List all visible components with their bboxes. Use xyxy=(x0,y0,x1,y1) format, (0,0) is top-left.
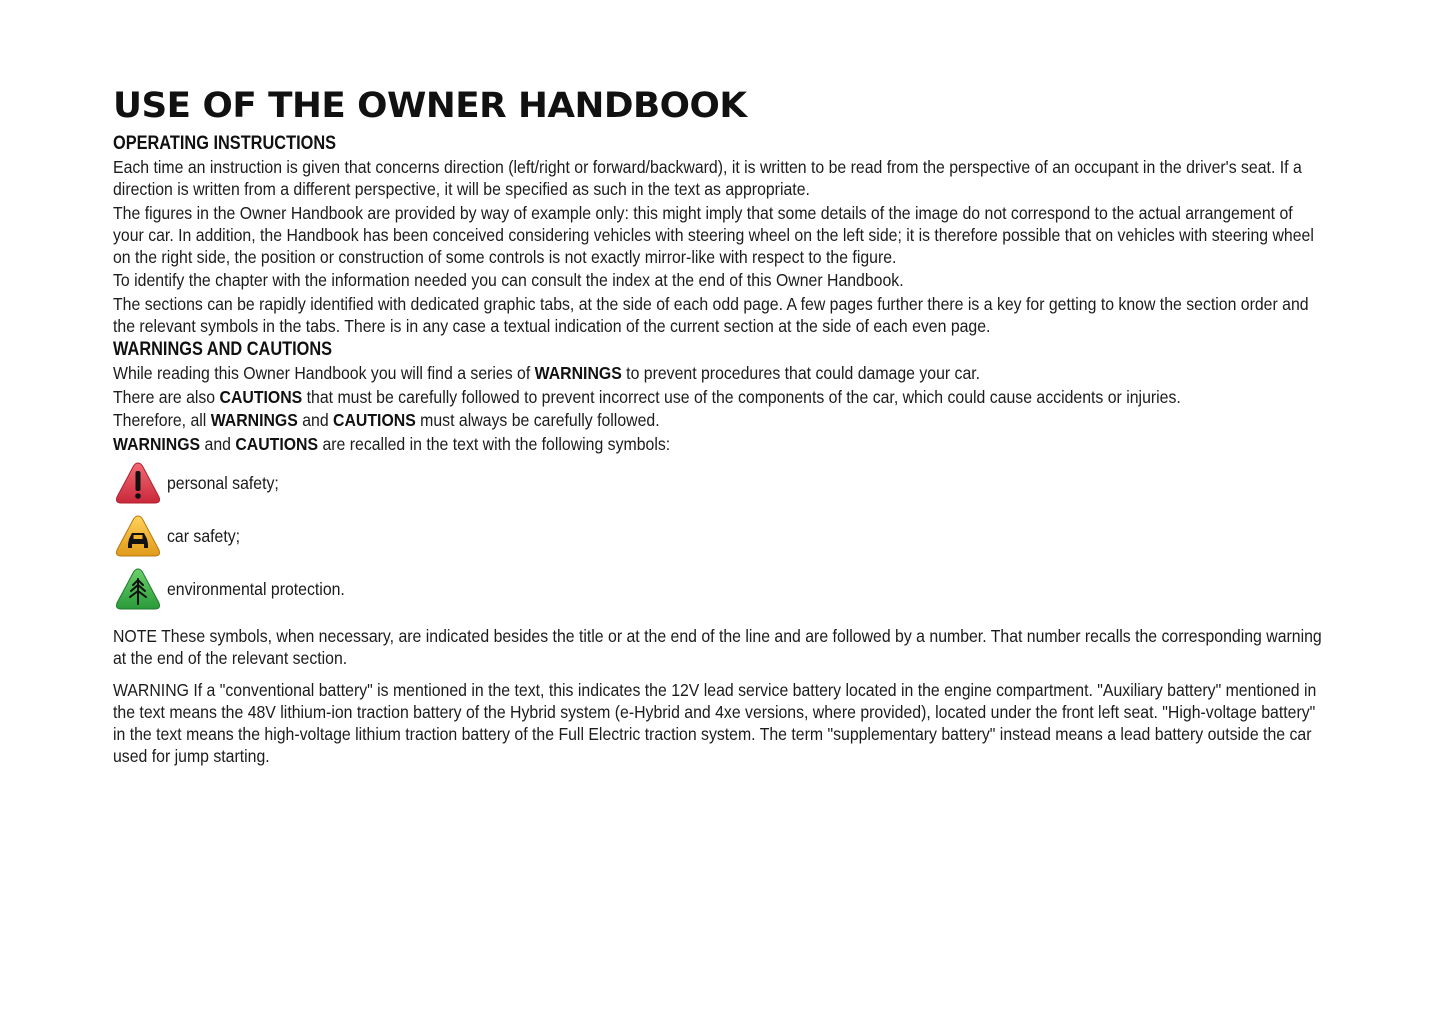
bold-term: WARNINGS xyxy=(113,433,201,454)
exclamation-warning-icon xyxy=(114,460,162,506)
bold-term: WARNINGS xyxy=(210,410,298,430)
paragraph: Each time an instruction is given that concerns direction (left/right or forward/backward), it is written to be read from the perspective of an occupant in the driver's seat. If a direction is written from a different perspective, it will be specified as such in the text as appropriate. xyxy=(113,157,1302,199)
bold-term: CAUTIONS xyxy=(235,433,319,454)
warning-paragraph: WARNING If a "conventional battery" is mentioned in the text, this indicates the 12V lead service battery located in the engine compartment. "Auxiliary battery" mentioned in the text means the 48V lithium-ion traction battery of the Hybrid system (e-Hybrid and 4xe versions, where provided), located under the front left seat. "High-voltage battery" in the text means the high-voltage lithium traction battery of the Full Electric traction system. The term "supplementary battery" instead means a lead battery outside the car used for jump starting. xyxy=(113,680,1317,766)
bold-term: WARNINGS xyxy=(534,363,622,383)
text: and xyxy=(297,410,334,430)
paragraph: The sections can be rapidly identified with dedicated graphic tabs, at the side of each odd page. A few pages further there is a key for getting to know the section order and the relevant symbols in the tabs. There is in any case a textual indication of the current section at the side of each even page. xyxy=(113,293,1309,336)
bold-term: CAUTIONS xyxy=(219,386,303,407)
symbol-label: environmental protection. xyxy=(167,578,345,599)
text: are recalled in the text with the following symbols: xyxy=(318,433,671,454)
section-heading-operating-instructions: OPERATING INSTRUCTIONS xyxy=(113,133,337,154)
section-heading-warnings-and-cautions: WARNINGS AND CAUTIONS xyxy=(113,339,333,360)
note-paragraph: NOTE These symbols, when necessary, are indicated besides the title or at the end of the line and are followed by a number. That number recalls the corresponding warning at the end of the relevant section. xyxy=(113,626,1322,668)
symbol-label: personal safety; xyxy=(167,472,279,493)
page-title: USE OF THE OWNER HANDBOOK xyxy=(113,86,747,126)
symbol-environmental-protection xyxy=(113,562,1323,615)
symbol-label: car safety; xyxy=(167,525,241,546)
car-warning-icon xyxy=(114,513,162,559)
text: must always be carefully followed. xyxy=(415,410,660,430)
text: While reading this Owner Handbook you will find a series of xyxy=(113,363,535,383)
text: and xyxy=(200,433,236,454)
paragraph xyxy=(113,386,1323,408)
text: There are also xyxy=(113,386,220,407)
paragraph: To identify the chapter with the information needed you can consult the index at the end of this Owner Handbook. xyxy=(113,270,904,290)
text: Therefore, all xyxy=(113,410,211,430)
symbol-personal-safety xyxy=(113,456,1323,509)
bold-term: CAUTIONS xyxy=(333,410,416,430)
tree-warning-icon xyxy=(114,566,162,612)
handbook-page xyxy=(113,84,1323,769)
symbol-car-safety xyxy=(113,509,1323,562)
text: that must be carefully followed to prevent incorrect use of the components of the car, which could cause accidents or injuries. xyxy=(302,386,1181,407)
text: to prevent procedures that could damage your car. xyxy=(621,363,981,383)
paragraph: The figures in the Owner Handbook are provided by way of example only: this might imply that some details of the image do not correspond to the actual arrangement of your car. In addition, the Handbook has been conceived considering vehicles with steering wheel on the left side; it is therefore possible that on vehicles with steering wheel on the right side, the position or construction of some controls is not exactly mirror-like with respect to the figure. xyxy=(113,202,1314,267)
paragraph xyxy=(113,409,1323,431)
paragraph xyxy=(113,433,1323,455)
paragraph xyxy=(113,362,1323,384)
